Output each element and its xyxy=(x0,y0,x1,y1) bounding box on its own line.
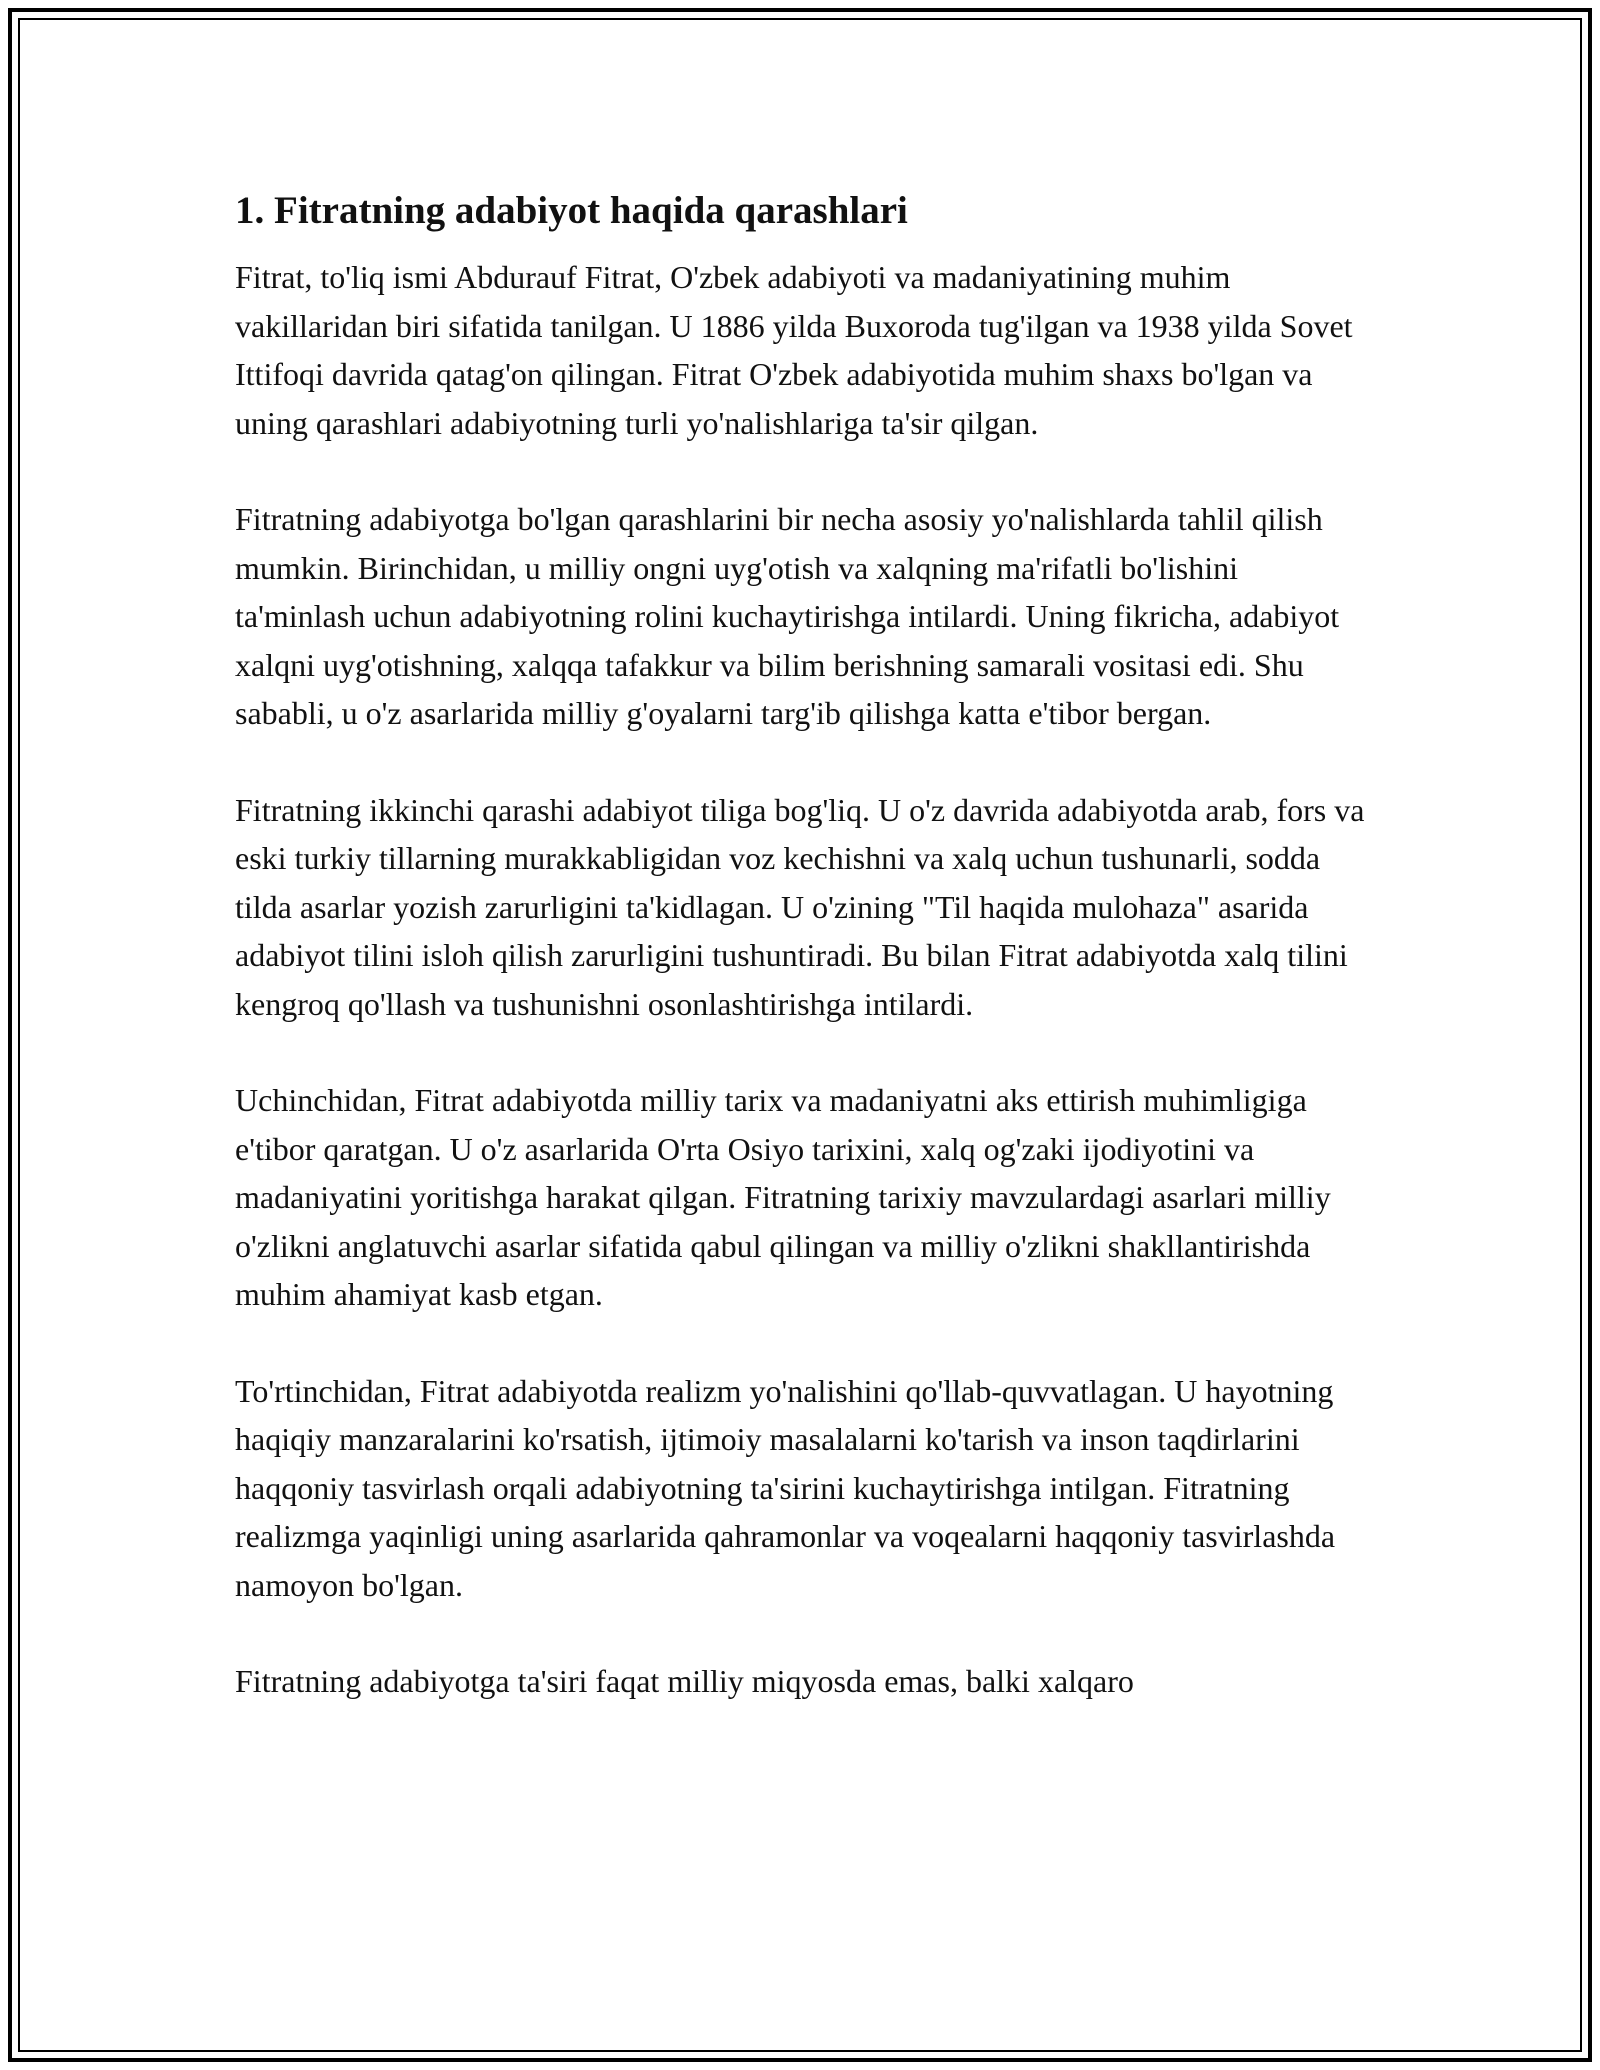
paragraph-fourth-view: To'rtinchidan, Fitrat adabiyotda realizm yo'nalishini qo'llab-quvvatlagan. U hayotning haqiqiy manzaralarini ko'rsatish, ijtimoiy masalalarni ko'tarish va inson taqdirlarini haqqoniy tasvirlash orqali adabiyotning ta'sirini kuchaytirishga intilgan. Fitratning realizmga yaqinligi uning asarlarida qahramonlar va voqealarni haqqoniy tasvirlashda namoyon bo'lgan. xyxy=(235,1372,1336,1603)
document-body xyxy=(235,185,1375,1754)
section-heading: 1. Fitratning adabiyot haqida qarashlari xyxy=(235,189,908,232)
paragraph-second-view: Fitratning ikkinchi qarashi adabiyot tiliga bog'liq. U o'z davrida adabiyotda arab, fors va eski turkiy tillarning murakkabligidan voz kechishni va xalq uchun tushunarli, sodda tilda asarlar yozish zarurligini ta'kidlagan. U o'zining "Til haqida mulohaza" asarida adabiyot tilini isloh qilish zarurligini tushuntiradi. Bu bilan Fitrat adabiyotda xalq tilini kengroq qo'llash va tushunishni osonlashtirishga intilardi. xyxy=(235,791,1365,1022)
paragraph-influence: Fitratning adabiyotga ta'siri faqat milliy miqyosda emas, balki xalqaro xyxy=(235,1663,1134,1699)
paragraph-intro: Fitrat, to'liq ismi Abdurauf Fitrat, O'zbek adabiyoti va madaniyatining muhim vakillaridan biri sifatida tanilgan. U 1886 yilda Buxoroda tug'ilgan va 1938 yilda Sovet Ittifoqi davrida qatag'on qilingan. Fitrat O'zbek adabiyotida muhim shaxs bo'lgan va uning qarashlari adabiyotning turli yo'nalishlariga ta'sir qilgan. xyxy=(235,259,1353,441)
paragraph-first-view: Fitratning adabiyotga bo'lgan qarashlarini bir necha asosiy yo'nalishlarda tahlil qilish mumkin. Birinchidan, u milliy ongni uyg'otish va xalqning ma'rifatli bo'lishini ta'minlash uchun adabiyotning rolini kuchaytirishga intilardi. Uning fikricha, adabiyot xalqni uyg'otishning, xalqqa tafakkur va bilim berishning samarali vositasi edi. Shu sababli, u o'z asarlarida milliy g'oyalarni targ'ib qilishga katta e'tibor bergan. xyxy=(235,501,1340,731)
paragraph-third-view: Uchinchidan, Fitrat adabiyotda milliy tarix va madaniyatni aks ettirish muhimligiga e'tibor qaratgan. U o'z asarlarida O'rta Osiyo tarixini, xalq og'zaki ijodiyotini va madaniyatini yoritishga harakat qilgan. Fitratning tarixiy mavzulardagi asarlari milliy o'zlikni anglatuvchi asarlar sifatida qabul qilingan va milliy o'zlikni shakllantirishda muhim ahamiyat kasb etgan. xyxy=(235,1082,1331,1312)
